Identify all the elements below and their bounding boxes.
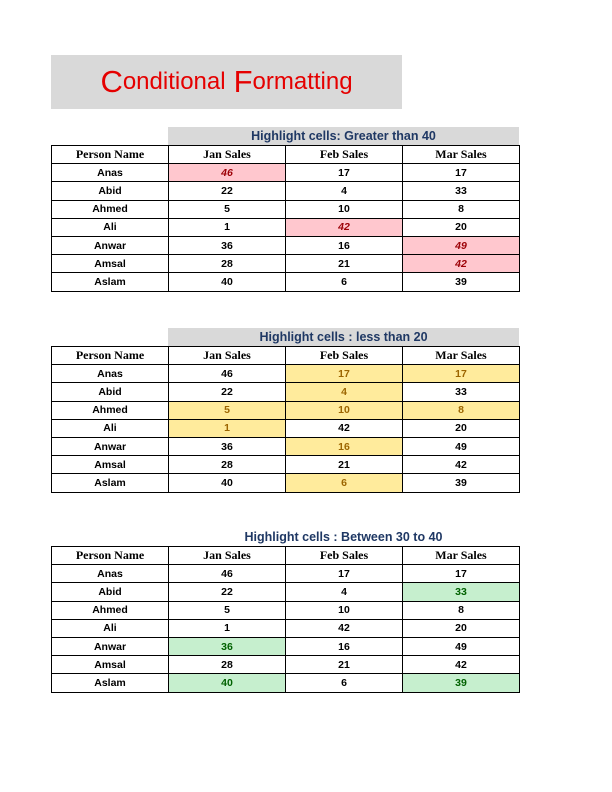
highlighted-sales-cell: 46 bbox=[169, 164, 286, 182]
sales-cell: 1 bbox=[169, 619, 286, 637]
sales-cell: 36 bbox=[169, 437, 286, 455]
sales-cell: 40 bbox=[169, 273, 286, 291]
table-row bbox=[52, 419, 520, 437]
table-row bbox=[52, 273, 520, 291]
column-header: Mar Sales bbox=[403, 146, 520, 164]
sales-cell: 21 bbox=[286, 656, 403, 674]
sales-cell: 6 bbox=[286, 674, 403, 692]
person-name-cell: Ali bbox=[52, 619, 169, 637]
title-letter-c: C bbox=[100, 64, 123, 99]
highlighted-sales-cell: 17 bbox=[403, 365, 520, 383]
title-word-2: ormatting bbox=[252, 68, 353, 95]
table-row bbox=[52, 601, 520, 619]
person-name-cell: Aslam bbox=[52, 273, 169, 291]
highlighted-sales-cell: 36 bbox=[169, 637, 286, 655]
sales-cell: 20 bbox=[403, 619, 520, 637]
table-row bbox=[52, 401, 520, 419]
sales-cell: 5 bbox=[169, 200, 286, 218]
person-name-cell: Anas bbox=[52, 365, 169, 383]
sales-cell: 42 bbox=[403, 456, 520, 474]
sales-cell: 49 bbox=[403, 437, 520, 455]
sales-cell: 42 bbox=[286, 419, 403, 437]
person-name-cell: Ali bbox=[52, 218, 169, 236]
person-name-cell: Amsal bbox=[52, 456, 169, 474]
person-name-cell: Abid bbox=[52, 182, 169, 200]
section-caption: Highlight cells : Between 30 to 40 bbox=[244, 530, 443, 544]
title-word-1: onditional bbox=[122, 68, 226, 95]
section-caption: Highlight cells: Greater than 40 bbox=[168, 127, 519, 145]
highlighted-sales-cell: 39 bbox=[403, 674, 520, 692]
page-title bbox=[51, 55, 402, 109]
person-name-cell: Ahmed bbox=[52, 200, 169, 218]
sales-cell: 17 bbox=[286, 164, 403, 182]
person-name-cell: Ali bbox=[52, 419, 169, 437]
sales-cell: 39 bbox=[403, 273, 520, 291]
column-header: Jan Sales bbox=[169, 347, 286, 365]
header-row bbox=[52, 146, 520, 164]
table-row bbox=[52, 182, 520, 200]
highlighted-sales-cell: 1 bbox=[169, 419, 286, 437]
section-between-30-40 bbox=[51, 528, 519, 693]
table-row bbox=[52, 437, 520, 455]
column-header: Feb Sales bbox=[286, 146, 403, 164]
sales-table bbox=[51, 346, 520, 493]
sales-cell: 40 bbox=[169, 474, 286, 492]
highlighted-sales-cell: 42 bbox=[403, 255, 520, 273]
person-name-cell: Aslam bbox=[52, 674, 169, 692]
table-row bbox=[52, 583, 520, 601]
table-row bbox=[52, 674, 520, 692]
header-row bbox=[52, 547, 520, 565]
sales-cell: 22 bbox=[169, 383, 286, 401]
person-name-cell: Ahmed bbox=[52, 401, 169, 419]
sales-cell: 28 bbox=[169, 255, 286, 273]
column-header: Mar Sales bbox=[403, 347, 520, 365]
section-caption: Highlight cells : less than 20 bbox=[168, 328, 519, 346]
table-row bbox=[52, 200, 520, 218]
sales-cell: 42 bbox=[403, 656, 520, 674]
sales-cell: 4 bbox=[286, 182, 403, 200]
sales-cell: 17 bbox=[403, 164, 520, 182]
section-less-than-20 bbox=[51, 328, 519, 493]
highlighted-sales-cell: 17 bbox=[286, 365, 403, 383]
table-row bbox=[52, 474, 520, 492]
sales-cell: 42 bbox=[286, 619, 403, 637]
sales-cell: 22 bbox=[169, 583, 286, 601]
highlighted-sales-cell: 4 bbox=[286, 383, 403, 401]
person-name-cell: Amsal bbox=[52, 255, 169, 273]
title-letter-f: F bbox=[233, 64, 253, 99]
sales-cell: 8 bbox=[403, 601, 520, 619]
person-name-cell: Anas bbox=[52, 164, 169, 182]
column-header: Feb Sales bbox=[286, 347, 403, 365]
column-header: Person Name bbox=[52, 347, 169, 365]
table-row bbox=[52, 164, 520, 182]
person-name-cell: Anwar bbox=[52, 437, 169, 455]
table-row bbox=[52, 383, 520, 401]
sales-table bbox=[51, 145, 520, 292]
sales-cell: 1 bbox=[169, 218, 286, 236]
sales-cell: 10 bbox=[286, 601, 403, 619]
sales-cell: 33 bbox=[403, 182, 520, 200]
sales-cell: 28 bbox=[169, 456, 286, 474]
person-name-cell: Anas bbox=[52, 565, 169, 583]
highlighted-sales-cell: 42 bbox=[286, 218, 403, 236]
person-name-cell: Anwar bbox=[52, 637, 169, 655]
highlighted-sales-cell: 6 bbox=[286, 474, 403, 492]
person-name-cell: Anwar bbox=[52, 236, 169, 254]
sales-cell: 33 bbox=[403, 383, 520, 401]
column-header: Mar Sales bbox=[403, 547, 520, 565]
person-name-cell: Abid bbox=[52, 383, 169, 401]
sales-cell: 49 bbox=[403, 637, 520, 655]
sales-cell: 46 bbox=[169, 565, 286, 583]
table-row bbox=[52, 619, 520, 637]
table-row bbox=[52, 255, 520, 273]
sales-cell: 4 bbox=[286, 583, 403, 601]
person-name-cell: Ahmed bbox=[52, 601, 169, 619]
sales-cell: 21 bbox=[286, 456, 403, 474]
column-header: Jan Sales bbox=[169, 547, 286, 565]
sales-cell: 6 bbox=[286, 273, 403, 291]
sales-cell: 21 bbox=[286, 255, 403, 273]
table-row bbox=[52, 637, 520, 655]
person-name-cell: Aslam bbox=[52, 474, 169, 492]
sales-cell: 46 bbox=[169, 365, 286, 383]
sales-cell: 10 bbox=[286, 200, 403, 218]
sales-cell: 36 bbox=[169, 236, 286, 254]
sales-cell: 39 bbox=[403, 474, 520, 492]
sales-cell: 17 bbox=[403, 565, 520, 583]
column-header: Person Name bbox=[52, 146, 169, 164]
sales-cell: 8 bbox=[403, 200, 520, 218]
header-row bbox=[52, 347, 520, 365]
person-name-cell: Amsal bbox=[52, 656, 169, 674]
sales-cell: 17 bbox=[286, 565, 403, 583]
column-header: Jan Sales bbox=[169, 146, 286, 164]
column-header: Person Name bbox=[52, 547, 169, 565]
table-row bbox=[52, 656, 520, 674]
table-row bbox=[52, 236, 520, 254]
highlighted-sales-cell: 16 bbox=[286, 437, 403, 455]
highlighted-sales-cell: 10 bbox=[286, 401, 403, 419]
table-row bbox=[52, 456, 520, 474]
sales-cell: 20 bbox=[403, 218, 520, 236]
highlighted-sales-cell: 5 bbox=[169, 401, 286, 419]
highlighted-sales-cell: 40 bbox=[169, 674, 286, 692]
person-name-cell: Abid bbox=[52, 583, 169, 601]
sales-cell: 28 bbox=[169, 656, 286, 674]
sales-cell: 5 bbox=[169, 601, 286, 619]
sales-cell: 22 bbox=[169, 182, 286, 200]
highlighted-sales-cell: 33 bbox=[403, 583, 520, 601]
highlighted-sales-cell: 49 bbox=[403, 236, 520, 254]
table-row bbox=[52, 218, 520, 236]
column-header: Feb Sales bbox=[286, 547, 403, 565]
highlighted-sales-cell: 8 bbox=[403, 401, 520, 419]
sales-cell: 16 bbox=[286, 236, 403, 254]
table-row bbox=[52, 365, 520, 383]
sales-table bbox=[51, 546, 520, 693]
table-row bbox=[52, 565, 520, 583]
sales-cell: 20 bbox=[403, 419, 520, 437]
sales-cell: 16 bbox=[286, 637, 403, 655]
section-greater-than-40 bbox=[51, 127, 519, 292]
